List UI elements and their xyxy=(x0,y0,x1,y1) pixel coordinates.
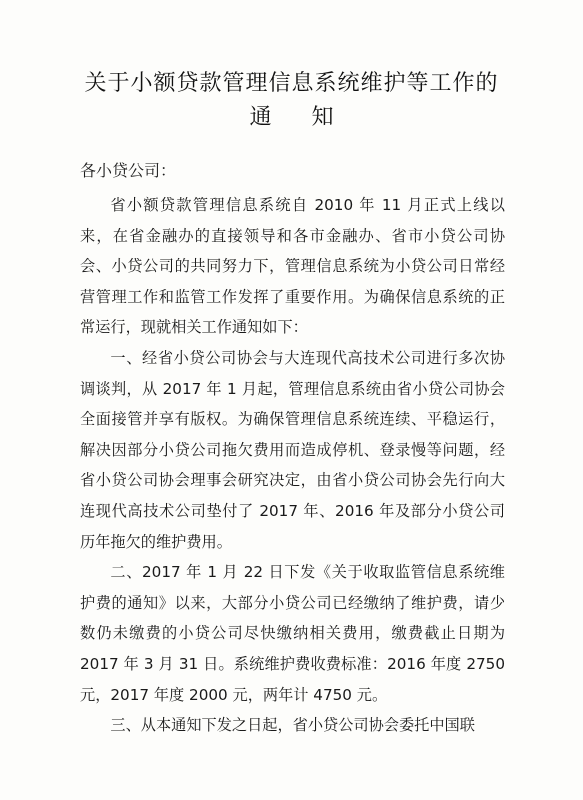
salutation: 各小贷公司： xyxy=(80,161,177,180)
paragraph-item-1: 一、经省小贷公司协会与大连现代高技术公司进行多次协调谈判，从 2017 年 1 月起，管理信息系统由省小贷公司协会全面接管并享有版权。为确保管理信息系统连续、平稳运行，解决因部分小贷公司拖欠费用而造成停机、登录慢等问题，经省小贷公司协会理事会研究决定，由省小贷公司协会先行向大连现代高技术公司垫付了 2017 年、2016 年及部分小贷公司历年拖欠的维护费用。 xyxy=(80,348,505,551)
document-title: 关于小额贷款管理信息系统维护等工作的 xyxy=(84,71,499,96)
document-title-subline: 通知 xyxy=(249,105,374,130)
document-body xyxy=(80,190,505,741)
paragraph-item-3: 三、从本通知下发之日起，省小贷公司协会委托中国联 xyxy=(110,716,475,735)
paragraph-item-2: 二、2017 年 1 月 22 日下发《关于收取监管信息系统维护费的通知》以来，大部分小贷公司已经缴纳了维护费，请少数仍未缴费的小贷公司尽快缴纳相关费用，缴费截止日期为 2017 年 3 月 31 日。系统维护费收费标准：2016 年度 2750 元，2017 年度 2000 元，两年计 4750 元。 xyxy=(80,563,505,704)
paragraph-intro: 省小额贷款管理信息系统自 2010 年 11 月正式上线以来，在省金融办的直接领导和各市金融办、省市小贷公司协会、小贷公司的共同努力下，管理信息系统为小贷公司日常经营管理工作和监管工作发挥了重要作用。为确保信息系统的正常运行，现就相关工作通知如下： xyxy=(80,196,505,337)
